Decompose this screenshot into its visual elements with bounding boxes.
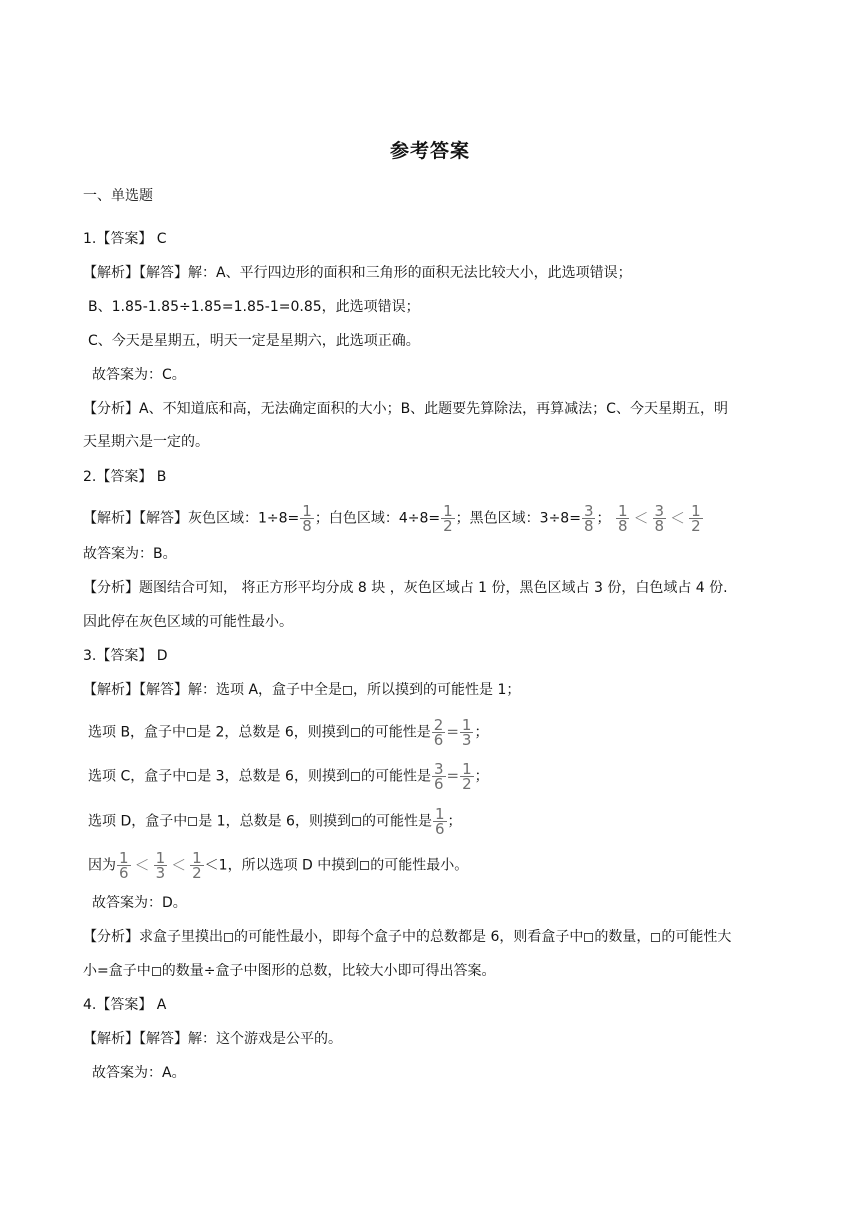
- q2-fenxi-line-1: 【分析】题图结合可知， 将正方形平均分成 8 块 ，灰色区域占 1 份，黑色区域占 3 份，白色域占 4 份.: [83, 580, 728, 596]
- q3-analysis-line-3: 选项 C，盒子中 是 3，总数是 6，则摸到 的可能性是 $\frac{3}{6}$ = $\frac{1}{2}$ ；: [88, 760, 489, 793]
- q4-analysis: 【解析】【解答】解：这个游戏是公平的。: [83, 1031, 342, 1047]
- q2-analysis-part-b: ；白色区域：4÷8=: [314, 510, 441, 527]
- q3-analysis-line-5: 因为 $\frac{1}{6}$ ＜ $\frac{1}{3}$ ＜ $\frac{1}{2}$ ＜1，所以选项 D 中摸到 的可能性最小。: [88, 849, 469, 882]
- square-glyph-icon: [343, 686, 352, 695]
- square-glyph-icon: [152, 967, 161, 976]
- section-heading: 一、单选题: [83, 188, 153, 204]
- q2-conclusion: 故答案为：B。: [83, 546, 177, 562]
- q3-analysis-line-1: 【解析】【解答】解：选项 A，盒子中全是 ，所以摸到的可能性是 1；: [83, 682, 521, 698]
- page-title: 参考答案: [389, 140, 470, 162]
- square-glyph-icon: [651, 933, 660, 942]
- fraction-1-8-compare: $\frac{1}{8}$: [617, 502, 628, 535]
- q1-fenxi-line-2: 天星期六是一定的。: [83, 434, 209, 450]
- fraction-2-6: $\frac{2}{6}$: [433, 716, 444, 749]
- fraction-1-8: $\frac{1}{8}$: [302, 502, 312, 535]
- fraction-1-2: $\frac{1}{2}$: [462, 760, 472, 793]
- fraction-3-8-compare: $\frac{3}{8}$: [654, 502, 665, 535]
- square-glyph-icon: [360, 861, 369, 870]
- q1-fenxi-line-1: 【分析】A、不知道底和高，无法确定面积的大小；B、此题要先算除法，再算减法；C、今天星期五，明: [83, 401, 728, 417]
- fraction-1-2-compare: $\frac{1}{2}$: [691, 502, 701, 535]
- square-glyph-icon: [187, 728, 196, 737]
- q3-analysis-line-2: 选项 B，盒子中 是 2，总数是 6，则摸到 的可能性是 $\frac{2}{6}$ = $\frac{1}{3}$ ；: [88, 716, 489, 749]
- q2-analysis-part-c: ；黑色区域：3÷8=: [455, 510, 581, 527]
- fraction-1-3: $\frac{1}{3}$: [155, 849, 166, 882]
- q1-conclusion: 故答案为：C。: [92, 367, 186, 383]
- less-than-sign: ＜: [670, 508, 686, 527]
- q2-analysis-part-d: ；: [596, 510, 611, 527]
- fraction-3-6: $\frac{3}{6}$: [433, 760, 444, 793]
- fraction-1-2: $\frac{1}{2}$: [192, 849, 202, 882]
- q3-answer: 3.【答案】 D: [83, 648, 168, 664]
- q4-answer: 4.【答案】 A: [83, 997, 167, 1013]
- fraction-1-2: $\frac{1}{2}$: [443, 502, 453, 535]
- q2-answer: 2.【答案】 B: [83, 469, 167, 485]
- q1-analysis-line-1: 【解析】【解答】解：A、平行四边形的面积和三角形的面积无法比较大小，此选项错误；: [83, 265, 632, 281]
- fraction-3-8: $\frac{3}{8}$: [583, 502, 594, 535]
- q2-analysis: [83, 504, 704, 533]
- q3-conclusion: 故答案为：D。: [92, 895, 187, 911]
- q1-answer: 1.【答案】 C: [83, 231, 167, 247]
- q2-fenxi-line-2: 因此停在灰色区域的可能性最小。: [83, 614, 293, 630]
- square-glyph-icon: [187, 772, 196, 781]
- q3-fenxi-line-1: 【分析】求盒子里摸出 的可能性最小，即每个盒子中的总数都是 6，则看盒子中 的数量， 的可能性大: [83, 929, 732, 945]
- q4-conclusion: 故答案为：A。: [92, 1065, 186, 1081]
- square-glyph-icon: [188, 817, 197, 826]
- fraction-1-6: $\frac{1}{6}$: [434, 805, 445, 838]
- q2-analysis-part-a: 【解析】【解答】灰色区域：1÷8=: [83, 510, 300, 527]
- fraction-1-6: $\frac{1}{6}$: [119, 849, 129, 882]
- q1-analysis-line-3: C、今天是星期五，明天一定是星期六，此选项正确。: [88, 333, 420, 349]
- square-glyph-icon: [351, 772, 360, 781]
- q3-fenxi-line-2: 小=盒子中 的数量÷盒子中图形的总数，比较大小即可得出答案。: [83, 963, 496, 979]
- square-glyph-icon: [352, 817, 361, 826]
- square-glyph-icon: [351, 728, 360, 737]
- square-glyph-icon: [224, 933, 233, 942]
- q1-analysis-line-2: B、1.85-1.85÷1.85=1.85-1=0.85，此选项错误；: [88, 299, 420, 315]
- fraction-1-3: $\frac{1}{3}$: [461, 716, 472, 749]
- q3-analysis-line-4: 选项 D，盒子中 是 1，总数是 6，则摸到 的可能性是 $\frac{1}{6}$ ；: [88, 805, 462, 838]
- square-glyph-icon: [584, 933, 593, 942]
- less-than-sign: ＜: [633, 508, 649, 527]
